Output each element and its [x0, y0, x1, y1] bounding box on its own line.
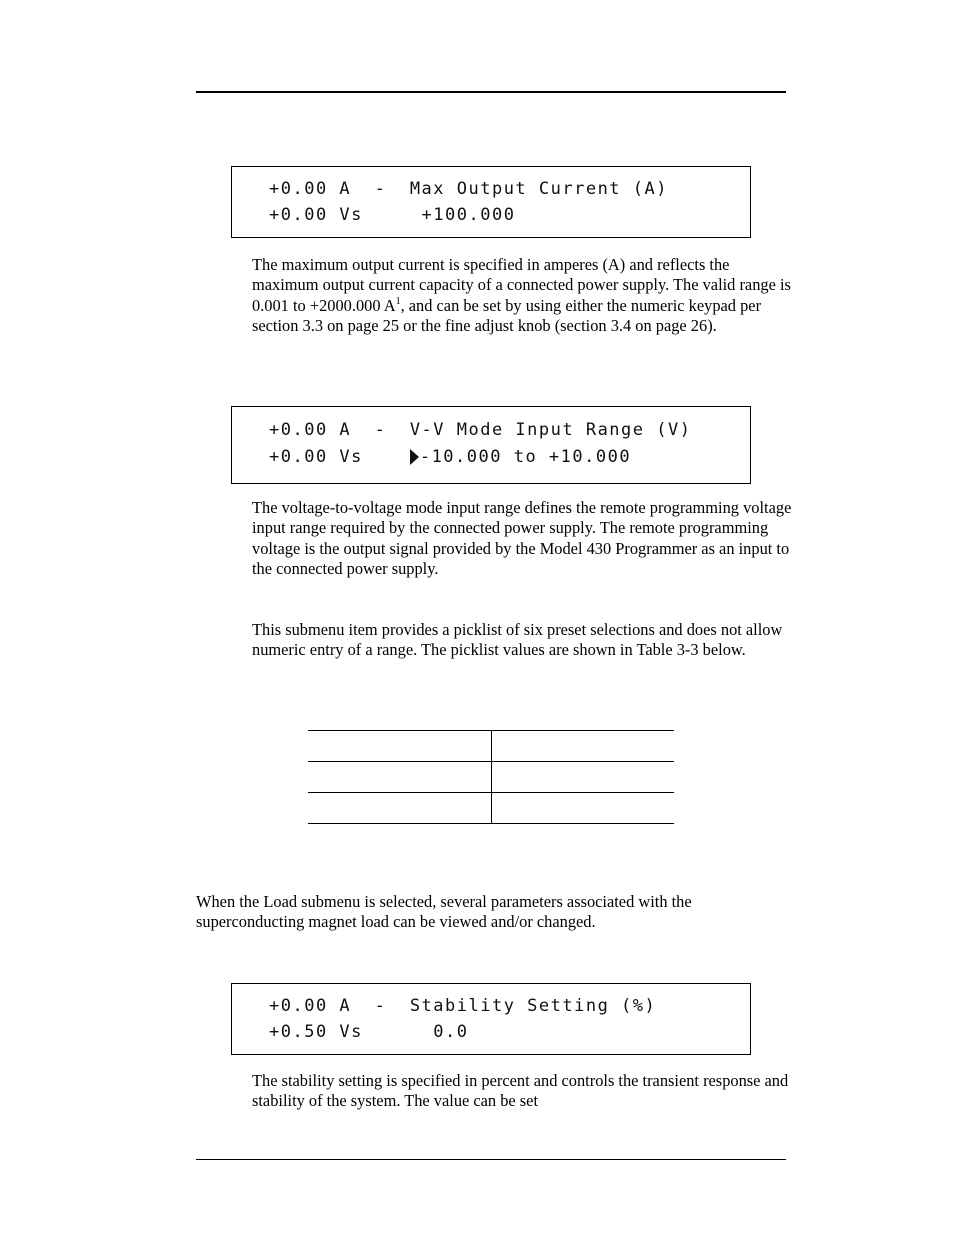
vv-range-paragraph: The voltage-to-voltage mode input range defines the remote programming voltage input range required by the connected power supply. The remote programming voltage is the output signal provided by the Model 430 Programmer as an input to the connected power supply.	[252, 498, 792, 578]
table-row	[308, 793, 674, 824]
selection-cursor-icon	[410, 449, 419, 465]
display-line-1: +0.00 A - Stability Setting (%)	[269, 996, 657, 1016]
table-cell	[492, 793, 675, 824]
stability-paragraph: The stability setting is specified in percent and controls the transient response and stability of the system. The value can be set	[252, 1071, 789, 1111]
header-rule	[196, 91, 786, 93]
picklist-value: -10.000 to +10.000	[419, 447, 632, 467]
footnote-ref: 1	[395, 295, 401, 307]
table-row	[308, 762, 674, 793]
table-cell	[308, 793, 492, 824]
stability-setting-display	[231, 983, 751, 1055]
max-current-paragraph	[252, 255, 792, 336]
max-current-text: The maximum output current is specified in amperes (A) and reflects the maximum output current capacity of a connected power supply. The valid range is 0.001 to +2000.000 A	[252, 255, 791, 315]
display-line-1: +0.00 A - Max Output Current (A)	[269, 179, 668, 199]
table-cell	[308, 762, 492, 793]
display-line-2: +0.00 Vs +100.000	[269, 205, 516, 225]
picklist-paragraph: This submenu item provides a picklist of six preset selections and does not allow numeric entry of a range. The picklist values are shown in Table 3-3 below.	[252, 620, 783, 660]
display-line-1: +0.00 A - V-V Mode Input Range (V)	[269, 420, 692, 440]
max-current-text-cont: , and can be set by using either the numeric keypad per section 3.3 on page 25 or the fine adjust knob (section 3.4 on page 26).	[252, 295, 762, 335]
display-line-2: +0.50 Vs 0.0	[269, 1022, 469, 1042]
picklist-table	[308, 730, 674, 824]
display-line-2	[269, 447, 631, 467]
table-cell	[308, 731, 492, 762]
footer-rule	[196, 1159, 786, 1160]
vv-mode-input-range-display	[231, 406, 751, 484]
table-row	[308, 731, 674, 762]
max-output-current-display	[231, 166, 751, 238]
load-submenu-paragraph: When the Load submenu is selected, several parameters associated with the superconducting magnet load can be viewed and/or changed.	[196, 892, 692, 932]
table-cell	[492, 731, 675, 762]
display-prefix: +0.00 Vs	[269, 447, 410, 467]
table-cell	[492, 762, 675, 793]
